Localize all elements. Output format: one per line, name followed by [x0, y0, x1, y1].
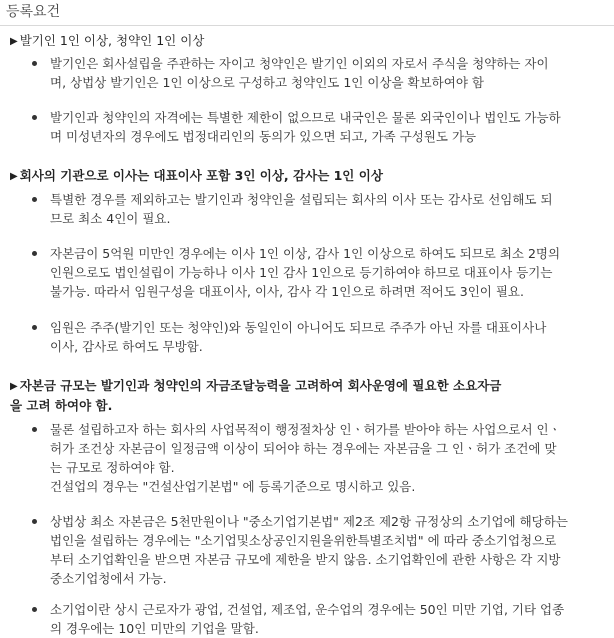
item-line: 자본금이 5억원 미만인 경우에는 이사 1인 이상, 감사 1인 이상으로 하여도 되므로 최소 2명의 [50, 246, 561, 261]
bullet-icon [32, 325, 37, 330]
section-heading-text: 자본금 규모는 발기인과 청약인의 자금조달능력을 고려하여 회사운영에 필요한 소요자금 [19, 378, 502, 393]
list-item [32, 54, 608, 92]
list-item [32, 318, 608, 356]
section-heading-text: 회사의 기관으로 이사는 대표이사 포함 3인 이상, 감사는 1인 이상 [19, 168, 383, 183]
section-heading-founders [10, 31, 606, 51]
bullet-icon [32, 427, 37, 432]
bullet-icon [32, 251, 37, 256]
bullet-icon [32, 197, 37, 202]
item-line: 소기업이란 상시 근로자가 광업, 건설업, 제조업, 운수업의 경우에는 50인 미만 기업, 기타 업종 [50, 602, 565, 617]
item-line: 발기인과 청약인의 자격에는 특별한 제한이 없으므로 내국인은 물론 외국인이나 법인도 가능하 [50, 110, 561, 125]
item-line: 임원은 주주(발기인 또는 청약인)와 동일인이 아니어도 되므로 주주가 아닌 자를 대표이사나 [50, 320, 547, 335]
list-item [32, 420, 608, 496]
section-heading-continuation: 을 고려 하여야 함. [10, 398, 113, 413]
item-line: 는 규모로 정하여야 함. [50, 460, 175, 475]
bullet-icon [32, 61, 37, 66]
triangle-right-icon: ▶ [10, 381, 18, 392]
item-line: 중소기업청에서 가능. [50, 571, 167, 586]
bullet-icon [32, 519, 37, 524]
item-line: 불가능. 따라서 임원구성을 대표이사, 이사, 감사 각 1인으로 하려면 적어도 3인이 필요. [50, 284, 524, 299]
item-line: 상법상 최소 자본금은 5천만원이나 "중소기업기본법" 제2조 제2항 규정상의 소기업에 해당하는 [50, 514, 568, 529]
list-item [32, 108, 608, 146]
list-item [32, 600, 608, 638]
page-title: 등록요건 [6, 4, 61, 20]
item-line: 며 미성년자의 경우에도 법정대리인의 동의가 있으면 되고, 가족 구성원도 가능 [50, 129, 477, 144]
section-heading-capital [10, 376, 606, 415]
list-item [32, 190, 608, 228]
item-line: 므로 최소 4인이 필요. [50, 211, 171, 226]
section-heading-officers [10, 166, 606, 186]
item-line: 부터 소기업확인을 받으면 자본금 규모에 제한을 받지 않음. 소기업확인에 관한 사항은 각 지방 [50, 552, 561, 567]
list-item [32, 244, 608, 301]
item-line: 의 경우에는 10인 미만의 기업을 말함. [50, 621, 259, 636]
bullet-icon [32, 607, 37, 612]
section-heading-text: 발기인 1인 이상, 청약인 1인 이상 [19, 33, 205, 48]
item-line: 인원으로도 법인설립이 가능하나 이사 1인 감사 1인으로 등기하여야 하므로 대표이사 등기는 [50, 265, 553, 280]
item-line: 특별한 경우를 제외하고는 발기인과 청약인을 설립되는 회사의 이사 또는 감사로 선임해도 되 [50, 192, 553, 207]
triangle-right-icon: ▶ [10, 171, 18, 182]
item-line: 며, 상법상 발기인은 1인 이상으로 구성하고 청약인도 1인 이상을 확보하여야 함 [50, 75, 484, 90]
title-divider [0, 25, 614, 26]
item-line: 건설업의 경우는 "건설산업기본법" 에 등록기준으로 명시하고 있음. [50, 479, 416, 494]
triangle-right-icon: ▶ [10, 36, 18, 47]
bullet-icon [32, 115, 37, 120]
item-line: 이사, 감사로 하여도 무방함. [50, 339, 203, 354]
item-line: 발기인은 회사설립을 주관하는 자이고 청약인은 발기인 이외의 자로서 주식을 청약하는 자이 [50, 56, 549, 71]
item-line: 법인을 설립하는 경우에는 "소기업및소상공인지원을위한특별조치법" 에 따라 중소기업청으로 [50, 533, 557, 548]
item-line: 물론 설립하고자 하는 회사의 사업목적이 행정절차상 인ㆍ허가를 받아야 하는 사업으로서 인ㆍ [50, 422, 561, 437]
item-line: 허가 조건상 자본금이 일정금액 이상이 되어야 하는 경우에는 자본금을 그 인ㆍ허가 조건에 맞 [50, 441, 557, 456]
list-item [32, 512, 608, 588]
